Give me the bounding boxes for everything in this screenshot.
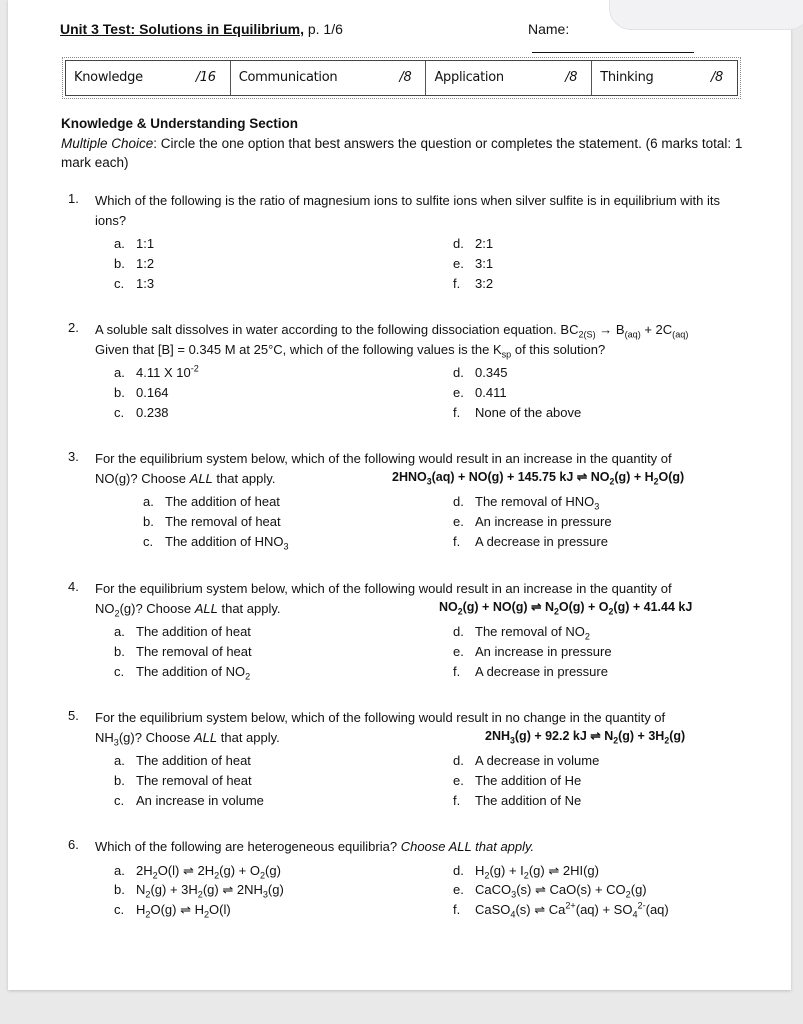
option-letter: c. [114, 276, 125, 291]
option-letter: d. [453, 863, 464, 878]
option-letter: c. [143, 534, 154, 549]
option-c[interactable] [114, 664, 251, 682]
equilibrium-equation: $2NH_3(g) + 92.2$ kJ ⇌ $N_2(g) + 3H_2(g)$ [485, 729, 686, 746]
option-letter: a. [114, 624, 125, 639]
option-letter: e. [453, 385, 464, 400]
option-letter: b. [114, 385, 125, 400]
option-text: 1:3 [136, 276, 155, 291]
option-letter: f. [453, 793, 461, 808]
option-letter: d. [453, 365, 464, 380]
option-letter: c. [114, 405, 125, 420]
option-e[interactable] [453, 256, 493, 271]
option-d[interactable] [453, 494, 600, 512]
question-number: 5. [68, 708, 79, 723]
option-d[interactable] [453, 236, 493, 251]
option-text: CaCO$_3$(s) ⇌ $CaO(s) + CO_2(g)$ [475, 882, 647, 900]
option-a[interactable] [114, 236, 154, 251]
option-f[interactable] [453, 793, 581, 808]
option-a[interactable] [114, 624, 251, 639]
question-5 [68, 708, 750, 818]
marks-value: /8 [710, 70, 723, 85]
option-text: 3:2 [475, 276, 494, 291]
option-letter: a. [114, 236, 125, 251]
question-number: 6. [68, 837, 79, 852]
option-letter: e. [453, 773, 464, 788]
marks-communication [231, 61, 427, 95]
question-text: For the equilibrium system below, which of the following would result in an increase in the quantity of NO(g)? Choose ALL that apply. [95, 451, 672, 486]
option-letter: b. [114, 882, 125, 897]
option-letter: e. [453, 882, 464, 897]
question-text: Which of the following are heterogeneous equilibria? Choose ALL that apply. [95, 839, 535, 854]
option-c[interactable] [143, 534, 289, 552]
option-text: 3:1 [475, 256, 494, 271]
option-b[interactable] [114, 385, 169, 400]
option-letter: d. [453, 624, 464, 639]
name-label: Name: [528, 21, 570, 37]
question-number: 3. [68, 449, 79, 464]
option-c[interactable] [114, 405, 169, 420]
option-text: The addition of heat [136, 624, 251, 639]
option-text: $2H_2O(l)$ ⇌ $2H_2(g) + O_2(g)$ [136, 863, 281, 881]
question-6 [68, 837, 750, 927]
question-text: For the equilibrium system below, which of the following would result in an increase in the quantity of $NO_2(g)$? Choose ALL that apply. [95, 581, 672, 619]
option-text: The removal of $HNO_3$ [475, 494, 600, 512]
option-b[interactable] [114, 882, 284, 898]
option-text: $H_2(g) + I_2(g)$ ⇌ 2HI(g) [475, 863, 599, 881]
option-text: 4.11 X $10^{-2}$ [136, 363, 199, 380]
marks-value: /16 [195, 70, 216, 85]
option-text: The removal of heat [136, 644, 252, 659]
option-text: $H_2O(g)$ ⇌ $H_2O(l)$ [136, 902, 231, 920]
name-line[interactable] [532, 37, 694, 53]
question-text [95, 320, 750, 359]
option-f[interactable] [453, 276, 493, 291]
section-title: Knowledge & Understanding Section [61, 116, 299, 131]
question-4 [68, 579, 750, 689]
option-a[interactable] [143, 494, 280, 509]
option-text: A decrease in pressure [475, 534, 608, 549]
option-text: The addition of $NO_2$ [136, 664, 251, 682]
option-e[interactable] [453, 644, 612, 659]
section-intro [61, 114, 751, 173]
option-d[interactable] [453, 753, 599, 768]
page-number: p. 1/6 [307, 21, 343, 37]
option-a[interactable] [114, 753, 251, 768]
option-text: An increase in volume [136, 793, 264, 808]
question-text-part: A soluble salt dissolves in water according to the following dissociation equation. [95, 322, 557, 337]
option-a[interactable] [114, 863, 281, 879]
option-text: 2:1 [475, 236, 494, 251]
option-a[interactable] [114, 365, 199, 380]
page-header [60, 21, 733, 41]
option-b[interactable] [114, 773, 252, 788]
option-letter: f. [453, 664, 461, 679]
question-text: For the equilibrium system below, which of the following would result in no change in the quantity of $NH_3(g)$? Choose ALL that apply. [95, 710, 666, 748]
dissociation-equation: $BC_{2(S)} \to B_{(aq)} + 2C_{(aq)}$ [560, 322, 689, 340]
option-text: An increase in pressure [475, 514, 612, 529]
option-letter: d. [453, 494, 464, 509]
option-c[interactable] [114, 276, 154, 291]
marks-label: Communication [238, 70, 338, 85]
option-letter: e. [453, 514, 464, 529]
option-d[interactable] [453, 863, 599, 879]
option-letter: b. [143, 514, 154, 529]
marks-thinking [592, 61, 737, 95]
option-e[interactable] [453, 773, 581, 788]
question-2 [68, 320, 750, 430]
option-text: CaSO$_4$(s) ⇌ $Ca^{2+}(aq) + SO_4^{2-}(aq)$ [475, 900, 669, 920]
option-letter: f. [453, 405, 461, 420]
option-text: 0.411 [475, 385, 507, 400]
option-b[interactable] [114, 256, 154, 271]
option-text: The removal of heat [136, 773, 252, 788]
mc-label: Multiple Choice [61, 135, 154, 151]
option-text: The removal of heat [165, 514, 281, 529]
marks-value: /8 [565, 70, 578, 85]
marks-table [65, 60, 738, 96]
option-letter: f. [453, 902, 461, 917]
option-letter: a. [143, 494, 154, 509]
option-text: 0.238 [136, 405, 169, 420]
question-3 [68, 449, 750, 559]
option-text: An increase in pressure [475, 644, 612, 659]
option-f[interactable] [453, 902, 669, 918]
name-field[interactable] [528, 21, 733, 53]
marks-knowledge [66, 61, 231, 95]
option-text: 0.164 [136, 385, 169, 400]
option-e[interactable] [453, 385, 507, 400]
option-text: 0.345 [475, 365, 508, 380]
option-text: The addition of Ne [475, 793, 582, 808]
option-letter: c. [114, 664, 125, 679]
option-e[interactable] [453, 882, 647, 898]
option-letter: a. [114, 365, 125, 380]
marks-label: Thinking [600, 70, 654, 85]
unit-title: Unit 3 Test: Solutions in Equilibrium, [60, 21, 304, 37]
option-letter: c. [114, 902, 125, 917]
option-letter: a. [114, 753, 125, 768]
option-letter: f. [453, 534, 461, 549]
option-letter: b. [114, 256, 125, 271]
option-text: The addition of $HNO_3$ [165, 534, 289, 552]
option-letter: e. [453, 256, 464, 271]
option-text: A decrease in pressure [475, 664, 608, 679]
option-text: The addition of heat [165, 494, 280, 509]
marks-label: Knowledge [74, 70, 143, 85]
marks-application [426, 61, 592, 95]
question-number: 2. [68, 320, 79, 335]
equilibrium-equation: $2HNO_3(aq) + NO(g) + 145.75$ kJ ⇌ $NO_2(g) + H_2O(g)$ [392, 470, 685, 487]
option-d[interactable] [453, 624, 590, 642]
option-e[interactable] [453, 514, 612, 529]
instructions-text: : Circle the one option that best answers the question or completes the statement. (6 marks total: 1 mark each) [61, 135, 743, 170]
worksheet-page [8, 0, 791, 990]
option-c[interactable] [114, 793, 264, 808]
option-letter: f. [453, 276, 461, 291]
option-text: None of the above [475, 405, 582, 420]
option-text: 1:1 [136, 236, 155, 251]
marks-label: Application [434, 70, 504, 85]
option-text: A decrease in volume [475, 753, 600, 768]
section-instructions [61, 134, 751, 173]
option-text: The removal of $NO_2$ [475, 624, 590, 642]
option-letter: c. [114, 793, 125, 808]
option-text: The addition of heat [136, 753, 251, 768]
option-b[interactable] [143, 514, 281, 529]
option-text: 1:2 [136, 256, 155, 271]
option-letter: d. [453, 753, 464, 768]
question-text-part: Given that [B] = 0.345 M at 25°C, which of the following values is the $K_{sp}$ of this solution? [95, 341, 606, 360]
question-number: 4. [68, 579, 79, 594]
option-b[interactable] [114, 644, 252, 659]
option-letter: b. [114, 773, 125, 788]
option-letter: a. [114, 863, 125, 878]
option-letter: b. [114, 644, 125, 659]
option-text: $N_2(g) + 3H_2(g)$ ⇌ $2NH_3(g)$ [136, 882, 284, 900]
option-letter: d. [453, 236, 464, 251]
marks-value: /8 [399, 70, 412, 85]
option-letter: e. [453, 644, 464, 659]
question-text: Which of the following is the ratio of magnesium ions to sulfite ions when silver sulfite is in equilibrium with its ions? [95, 193, 720, 228]
question-number: 1. [68, 191, 79, 206]
option-f[interactable] [453, 534, 608, 549]
option-text: The addition of He [475, 773, 582, 788]
equilibrium-equation: $NO_2(g) + NO(g)$ ⇌ $N_2O(g) + O_2(g) + 41.44$ kJ [439, 600, 693, 617]
option-c[interactable] [114, 902, 231, 918]
question-1 [68, 191, 750, 301]
option-d[interactable] [453, 365, 508, 380]
option-f[interactable] [453, 664, 608, 679]
option-f[interactable] [453, 405, 581, 420]
